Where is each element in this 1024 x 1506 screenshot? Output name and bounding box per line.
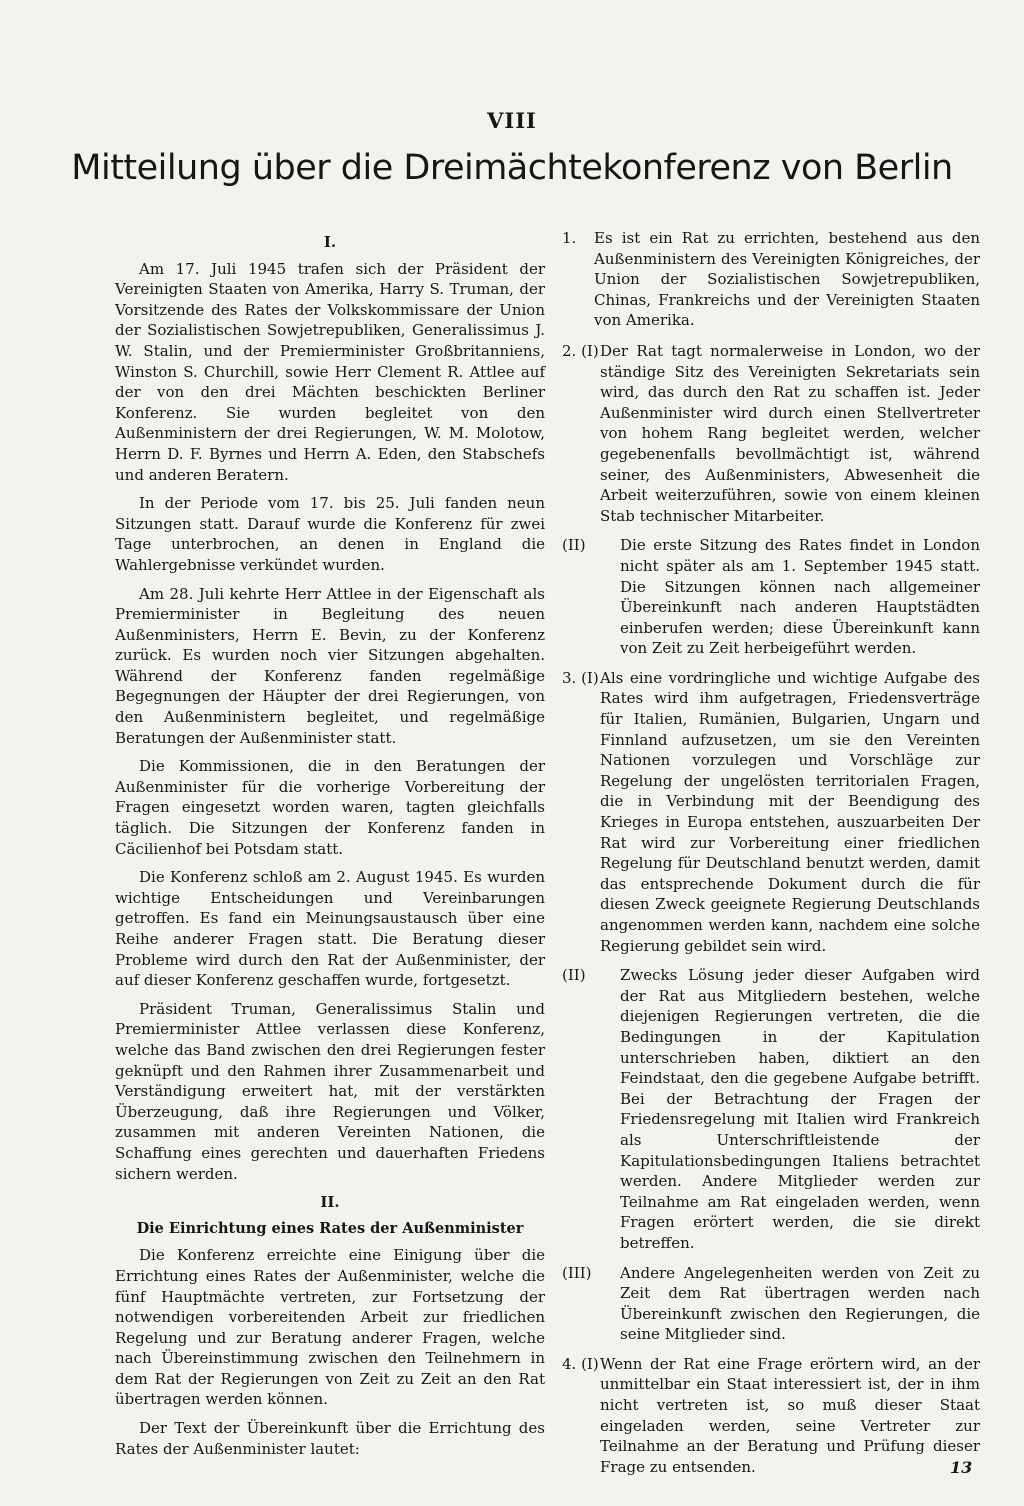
article-text: Andere Angelegenheiten werden von Zeit zu Zeit dem Rat übertragen werden nach Übereinkunft zwischen den Regierungen, die seine Mitglieder sind. <box>620 1263 980 1344</box>
paragraph: Die Kommissionen, die in den Beratungen der Außenminister für die vorherige Vorbereitung der Fragen eingesetzt worden waren, tagten gleichfalls täglich. Die Sitzungen der Konferenz fanden in Cäcilienhof bei Potsdam statt. <box>115 757 545 858</box>
right-column <box>562 228 980 1486</box>
article-text: Zwecks Lösung jeder dieser Aufgaben wird der Rat aus Mitgliedern bestehen, welche diejenigen Regierungen vertreten, die die Bedingungen in der Kapitulation unterschrieben haben, diktiert an den Feindstaat, den die gegebene Aufgabe betrifft. Bei der Betrachtung der Fragen der Friedensregelung mit Italien wird Frankreich als Unterschriftleistende der Kapitulationsbedingungen Italiens betrachtet werden. Andere Mitglieder werden zur Teilnahme am Rat eingeladen werden, wenn Fragen erörtert werden, die sie direkt betreffen. <box>620 966 980 1252</box>
paragraph: Am 28. Juli kehrte Herr Attlee in der Eigenschaft als Premierminister in Begleitung des neuen Außenministers, Herrn E. Bevin, zu der Konferenz zurück. Es wurden noch vier Sitzungen abgehalten. Während der Konferenz fanden regelmäßige Begegnungen der Häupter der drei Regierungen, von den Außenministern begleitet, und regelmäßige Beratungen der Außenminister statt. <box>115 584 545 747</box>
paragraph: Die Konferenz erreichte eine Einigung über die Errichtung eines Rates der Außenminister, welche die fünf Hauptmächte vertreten, zur Fortsetzung der notwendigen vorbereitenden Arbeit zur friedlichen Regelung und zur Beratung anderer Fragen, welche nach Übereinstimmung zwischen den Teilnehmern in dem Rat der Regierungen von Zeit zu Zeit an den Rat übertragen werden können. <box>115 1246 545 1409</box>
left-column <box>115 228 545 1467</box>
article-number: 2. (I) <box>562 341 599 360</box>
page-number: 13 <box>950 1458 973 1477</box>
article-number: 4. (I) <box>562 1354 599 1373</box>
article-text: Es ist ein Rat zu errichten, bestehend aus den Außenministern des Vereinigten Königreiches, der Union der Sozialistischen Sowjetrepubliken, Chinas, Frankreichs und der Vereinigten Staaten von Amerika. <box>594 229 980 330</box>
paragraph: Am 17. Juli 1945 trafen sich der Präsident der Vereinigten Staaten von Amerika, Harry S. Truman, der Vorsitzende des Rates der Volkskommissare der Union der Sozialistischen Sowjetrepubliken, Generalissimus J. W. Stalin, und der Premierminister Großbritanniens, Winston S. Churchill, sowie Herr Clement R. Attlee auf der von den drei Mächten beschickten Berliner Konferenz. Sie wurden begleitet von den Außenministern der drei Regierungen, W. M. Molotow, Herrn D. F. Byrnes und Herrn A. Eden, den Stabschefs und anderen Beratern. <box>115 259 545 484</box>
article-number: (II) <box>562 536 586 555</box>
article-text: Wenn der Rat eine Frage erörtern wird, an der unmittelbar ein Staat interessiert ist, der in ihm nicht vertreten ist, so muß dieser Staat eingeladen werden, seine Vertreter zur Teilnahme an der Beratung und Prüfung dieser Frage zu entsenden. <box>600 1354 980 1476</box>
article-number: (II) <box>562 966 586 985</box>
paragraph: Die Konferenz schloß am 2. August 1945. Es wurden wichtige Entscheidungen und Vereinbarungen getroffen. Es fand ein Meinungsaustausch über eine Reihe anderer Fragen statt. Die Beratung dieser Probleme wird durch den Rat der Außenminister, der auf dieser Konferenz geschaffen wurde, fortgesetzt. <box>115 868 545 990</box>
article-2-ii <box>562 535 980 659</box>
article-number: (III) <box>562 1263 592 1282</box>
article-4-i <box>562 1354 980 1478</box>
chapter-roman-numeral: VIII <box>487 108 537 133</box>
article-3-ii <box>562 965 980 1253</box>
article-1 <box>562 228 980 331</box>
article-3-iii <box>562 1263 980 1345</box>
paragraph: Präsident Truman, Generalissimus Stalin und Premierminister Attlee verlassen diese Konferenz, welche das Band zwischen den drei Regierungen fester geknüpft und den Rahmen ihrer Zusammenarbeit und Verständigung erweitert hat, mit der verstärkten Überzeugung, daß ihre Regierungen und Völker, zusammen mit anderen Vereinten Nationen, die Schaffung eines gerechten und dauerhaften Friedens sichern werden. <box>115 999 545 1183</box>
article-text: Der Rat tagt normalerweise in London, wo der ständige Sitz des Vereinigten Sekretariats sein wird, das durch den Rat zu schaffen ist. Jeder Außenminister wird durch einen Stellvertreter von hohem Rang begleitet werden, welcher gegebenenfalls bevollmächtigt ist, während seiner, des Außenministers, Abwesenheit die Arbeit weiterzuführen, sowie von einem kleinen Stab technischer Mitarbeiter. <box>600 341 980 525</box>
paragraph: Der Text der Übereinkunft über die Errichtung des Rates der Außenminister lautet: <box>115 1419 545 1458</box>
article-text: Als eine vordringliche und wichtige Aufgabe des Rates wird ihm aufgetragen, Friedensverträge für Italien, Rumänien, Bulgarien, Ungarn und Finnland aufzusetzen, um sie den Vereinten Nationen vorzulegen und Vorschläge zur Regelung der ungelösten territorialen Fragen, die in Verbindung mit der Beendigung des Krieges in Europa entstehen, auszuarbeiten Der Rat wird zur Vorbereitung einer friedlichen Regelung für Deutschland benutzt werden, damit das entsprechende Dokument durch die für diesen Zweck geeignete Regierung Deutschlands angenommen werden kann, nachdem eine solche Regierung gebildet sein wird. <box>600 668 980 955</box>
section-heading: Die Einrichtung eines Rates der Außenminister <box>136 1219 524 1237</box>
section-number: II. <box>320 1193 340 1212</box>
article-number: 3. (I) <box>562 668 599 687</box>
article-3-i <box>562 668 980 956</box>
article-number: 1. <box>562 229 577 247</box>
article-text: Die erste Sitzung des Rates findet in London nicht später als am 1. September 1945 statt. Die Sitzungen können nach allgemeiner Übereinkunft nach anderen Hauptstädten einberufen werden; diese Übereinkunft kann von Zeit zu Zeit herbeigeführt werden. <box>620 536 980 658</box>
article-2-i <box>562 341 980 526</box>
section-number: I. <box>323 233 337 251</box>
paragraph: In der Periode vom 17. bis 25. Juli fanden neun Sitzungen statt. Darauf wurde die Konferenz für zwei Tage unterbrochen, an denen in England die Wahlergebnisse verkündet wurden. <box>115 494 545 574</box>
page-title: Mitteilung über die Dreimächtekonferenz von Berlin <box>71 148 953 188</box>
